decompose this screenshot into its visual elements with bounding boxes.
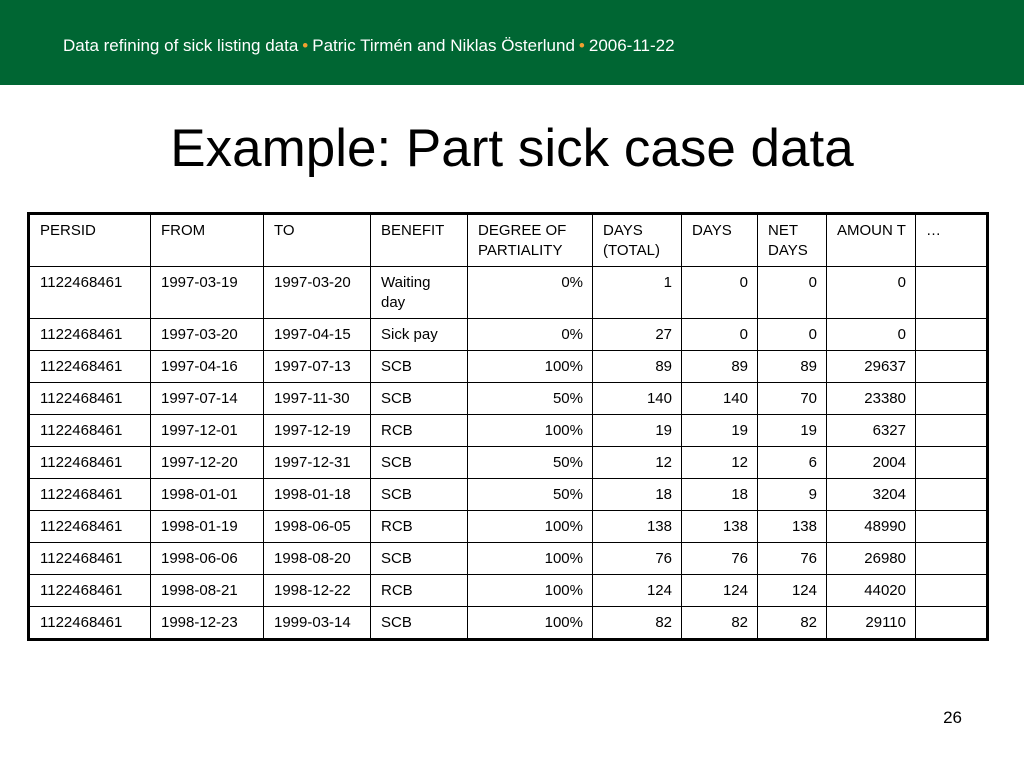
table-cell: 18 (682, 479, 758, 511)
column-header: DAYS (TOTAL) (593, 214, 682, 267)
table-cell (916, 479, 988, 511)
table-cell: 1998-08-21 (151, 575, 264, 607)
table-row (29, 415, 988, 447)
column-header: FROM (151, 214, 264, 267)
table-cell: 29110 (827, 607, 916, 640)
table-cell: 0 (682, 319, 758, 351)
table-cell: 1122468461 (29, 267, 151, 319)
table-cell (916, 607, 988, 640)
table-cell: 0 (758, 267, 827, 319)
table-cell: RCB (371, 415, 468, 447)
table-cell: 26980 (827, 543, 916, 575)
table-cell: 82 (593, 607, 682, 640)
table-cell: 1997-04-16 (151, 351, 264, 383)
table-cell: Sick pay (371, 319, 468, 351)
table-cell: Waiting day (371, 267, 468, 319)
table-cell: 19 (682, 415, 758, 447)
header-date: 2006-11-22 (588, 36, 675, 55)
table-cell: 1997-07-14 (151, 383, 264, 415)
table-cell: 1122468461 (29, 607, 151, 640)
table-cell (916, 415, 988, 447)
table-cell: 1998-12-22 (264, 575, 371, 607)
column-header: PERSID (29, 214, 151, 267)
table-cell: 89 (758, 351, 827, 383)
table-cell: 0% (468, 319, 593, 351)
table-cell: SCB (371, 351, 468, 383)
table-cell: 140 (682, 383, 758, 415)
table-cell: 23380 (827, 383, 916, 415)
table-cell: 0% (468, 267, 593, 319)
table-cell: SCB (371, 447, 468, 479)
table-row (29, 575, 988, 607)
table-cell: 1997-03-20 (264, 267, 371, 319)
table-cell: 18 (593, 479, 682, 511)
table-cell: SCB (371, 543, 468, 575)
table-cell: 1999-03-14 (264, 607, 371, 640)
table-cell: 0 (758, 319, 827, 351)
table-cell: 0 (827, 267, 916, 319)
table-cell: 50% (468, 479, 593, 511)
table-cell (916, 575, 988, 607)
column-header: TO (264, 214, 371, 267)
table-header-row (29, 214, 988, 267)
table-cell: 82 (682, 607, 758, 640)
table-cell: 100% (468, 511, 593, 543)
table-cell: 1122468461 (29, 543, 151, 575)
table-cell (916, 543, 988, 575)
header-text (63, 36, 675, 56)
column-header: BENEFIT (371, 214, 468, 267)
table-cell: 12 (682, 447, 758, 479)
table-row (29, 447, 988, 479)
table-cell: 1998-06-06 (151, 543, 264, 575)
table-cell: 19 (593, 415, 682, 447)
table-cell (916, 447, 988, 479)
table-cell: 1997-03-19 (151, 267, 264, 319)
table-cell: 29637 (827, 351, 916, 383)
table-cell: 76 (682, 543, 758, 575)
page-number: 26 (943, 708, 962, 727)
table-row (29, 351, 988, 383)
table-cell: 76 (758, 543, 827, 575)
table-cell: 100% (468, 415, 593, 447)
table-cell (916, 511, 988, 543)
table-cell (916, 267, 988, 319)
table-cell: 124 (682, 575, 758, 607)
table-cell: 100% (468, 607, 593, 640)
header-bar (0, 0, 1024, 85)
table-cell: 1122468461 (29, 351, 151, 383)
table-cell: 82 (758, 607, 827, 640)
table-cell: 1122468461 (29, 383, 151, 415)
table-cell: 1998-08-20 (264, 543, 371, 575)
table-cell (916, 383, 988, 415)
table-cell: 48990 (827, 511, 916, 543)
table-cell: 1998-01-01 (151, 479, 264, 511)
table-cell: 1997-12-19 (264, 415, 371, 447)
table-cell: 27 (593, 319, 682, 351)
table-cell: 89 (593, 351, 682, 383)
table-cell: 1122468461 (29, 319, 151, 351)
table-cell: 44020 (827, 575, 916, 607)
table-cell: 138 (758, 511, 827, 543)
table-cell: 1122468461 (29, 447, 151, 479)
table-row (29, 267, 988, 319)
table-cell: 1122468461 (29, 511, 151, 543)
table-cell: 1122468461 (29, 479, 151, 511)
table-cell: SCB (371, 383, 468, 415)
table-cell: RCB (371, 575, 468, 607)
table-cell: 50% (468, 447, 593, 479)
table-cell: 100% (468, 543, 593, 575)
table-cell: 100% (468, 351, 593, 383)
table-cell: 3204 (827, 479, 916, 511)
table-cell: 1997-07-13 (264, 351, 371, 383)
table-cell: 1997-12-01 (151, 415, 264, 447)
table-row (29, 479, 988, 511)
table-cell: 138 (682, 511, 758, 543)
column-header: NET DAYS (758, 214, 827, 267)
table-cell: SCB (371, 607, 468, 640)
table-row (29, 607, 988, 640)
table-cell: 1122468461 (29, 415, 151, 447)
table-cell: 1997-12-31 (264, 447, 371, 479)
table-cell: 1998-12-23 (151, 607, 264, 640)
table-cell (916, 351, 988, 383)
table-cell: 19 (758, 415, 827, 447)
table-cell: 140 (593, 383, 682, 415)
table-cell: 124 (758, 575, 827, 607)
header-subject: Data refining of sick listing data (63, 36, 299, 55)
table-cell: 6327 (827, 415, 916, 447)
table-cell: 6 (758, 447, 827, 479)
header-authors: Patric Tirmén and Niklas Österlund (312, 36, 575, 55)
column-header: DAYS (682, 214, 758, 267)
table-cell: 1 (593, 267, 682, 319)
table-row (29, 319, 988, 351)
table-cell: 0 (827, 319, 916, 351)
column-header: DEGREE OF PARTIALITY (468, 214, 593, 267)
table-cell: 2004 (827, 447, 916, 479)
table-cell: RCB (371, 511, 468, 543)
table-cell: 1997-12-20 (151, 447, 264, 479)
table-cell: 50% (468, 383, 593, 415)
header-separator: • (302, 36, 309, 55)
table-row (29, 383, 988, 415)
slide-title: Example: Part sick case data (170, 119, 854, 178)
table-cell: 70 (758, 383, 827, 415)
table-cell: 0 (682, 267, 758, 319)
table-cell: 1122468461 (29, 575, 151, 607)
table-cell: 1997-11-30 (264, 383, 371, 415)
table-cell: 138 (593, 511, 682, 543)
table-cell: 1998-01-18 (264, 479, 371, 511)
table-cell: 9 (758, 479, 827, 511)
table-cell: 1998-06-05 (264, 511, 371, 543)
table-cell: 12 (593, 447, 682, 479)
table-cell: 124 (593, 575, 682, 607)
table-cell: 89 (682, 351, 758, 383)
table-cell: 1998-01-19 (151, 511, 264, 543)
column-header: AMOUN T (827, 214, 916, 267)
column-header: … (916, 214, 988, 267)
table-cell: SCB (371, 479, 468, 511)
header-separator: • (578, 36, 585, 55)
table-cell: 1997-04-15 (264, 319, 371, 351)
table-cell: 100% (468, 575, 593, 607)
table-row (29, 543, 988, 575)
table-cell: 76 (593, 543, 682, 575)
table-row (29, 511, 988, 543)
sick-case-table (27, 212, 989, 641)
table-cell: 1997-03-20 (151, 319, 264, 351)
table-cell (916, 319, 988, 351)
